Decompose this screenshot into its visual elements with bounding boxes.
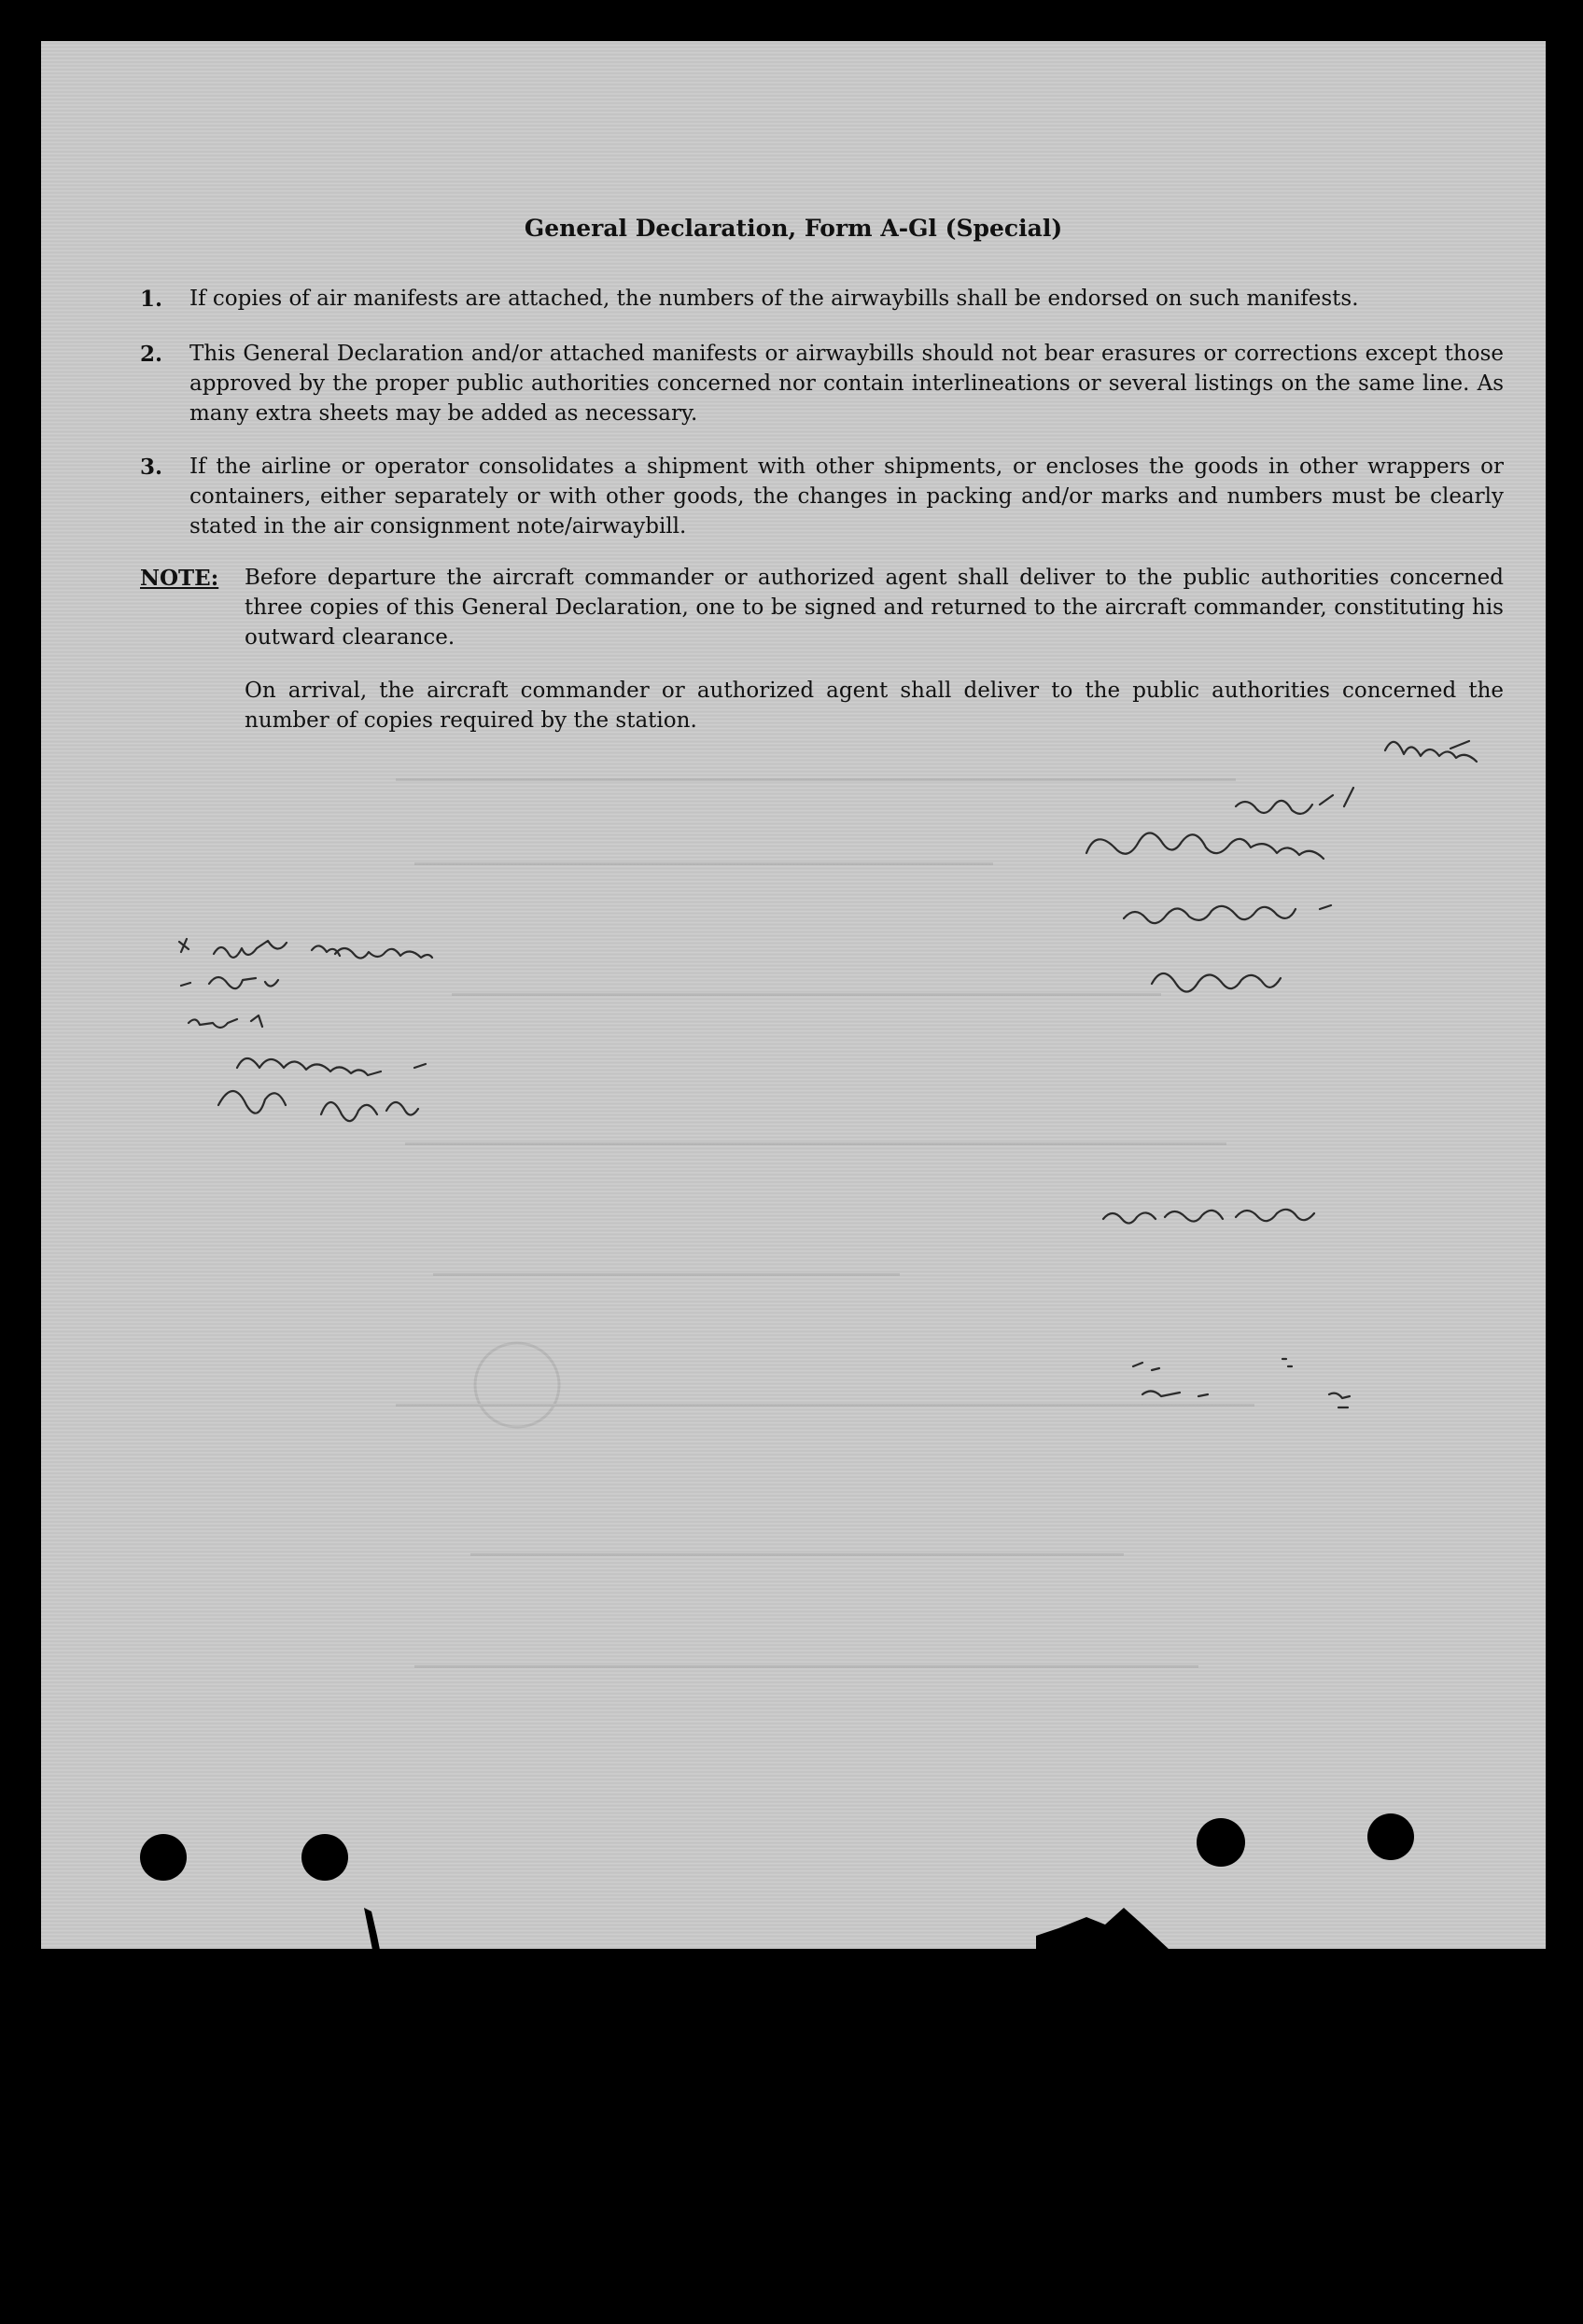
note-paragraph: Before departure the aircraft commander or authorized agent shall deliver to the public authorities concerned three copies of this General Declaration, one to be signed and returned to the aircraft commander, constituting his outward clearance. [245,566,1504,650]
note-paragraph: On arrival, the aircraft commander or authorized agent shall deliver to the public authorities concerned the number of copies required by the station. [245,679,1504,733]
punch-hole [1197,1818,1245,1867]
item-text: If copies of air manifests are attached, the numbers of the airwaybills shall be endorsed on such manifests. [189,287,1359,311]
document-title: General Declaration, Form A-Gl (Special) [524,215,1063,242]
item-number: 3. [140,455,163,480]
item-number: 1. [140,287,163,312]
scribble-marks [1114,1338,1394,1450]
item-number: 2. [140,342,163,367]
note-label: NOTE: [140,566,219,591]
item-text: This General Declaration and/or attached manifests or airwaybills should not bear erasures or corrections except those approved by the proper public authorities concerned nor contain interlineations or several listings on the same line. As many extra sheets may be added as necessary. [189,342,1504,426]
item-text: If the airline or operator consolidates a shipment with other shipments, or encloses the goods in other wrappers or containers, either separately or with other goods, the changes in packing and/or marks and numbers must be clearly stated in the air consignment note/airwaybill. [189,455,1504,539]
tear-mark [358,1898,433,1949]
document-page [41,41,1546,1949]
torn-edge [1030,1870,1217,1949]
punch-hole [301,1834,348,1881]
punch-hole [140,1834,187,1881]
handwritten-notes-left [162,928,526,1226]
punch-hole [1367,1813,1414,1860]
handwritten-notes-right [1012,722,1534,1254]
